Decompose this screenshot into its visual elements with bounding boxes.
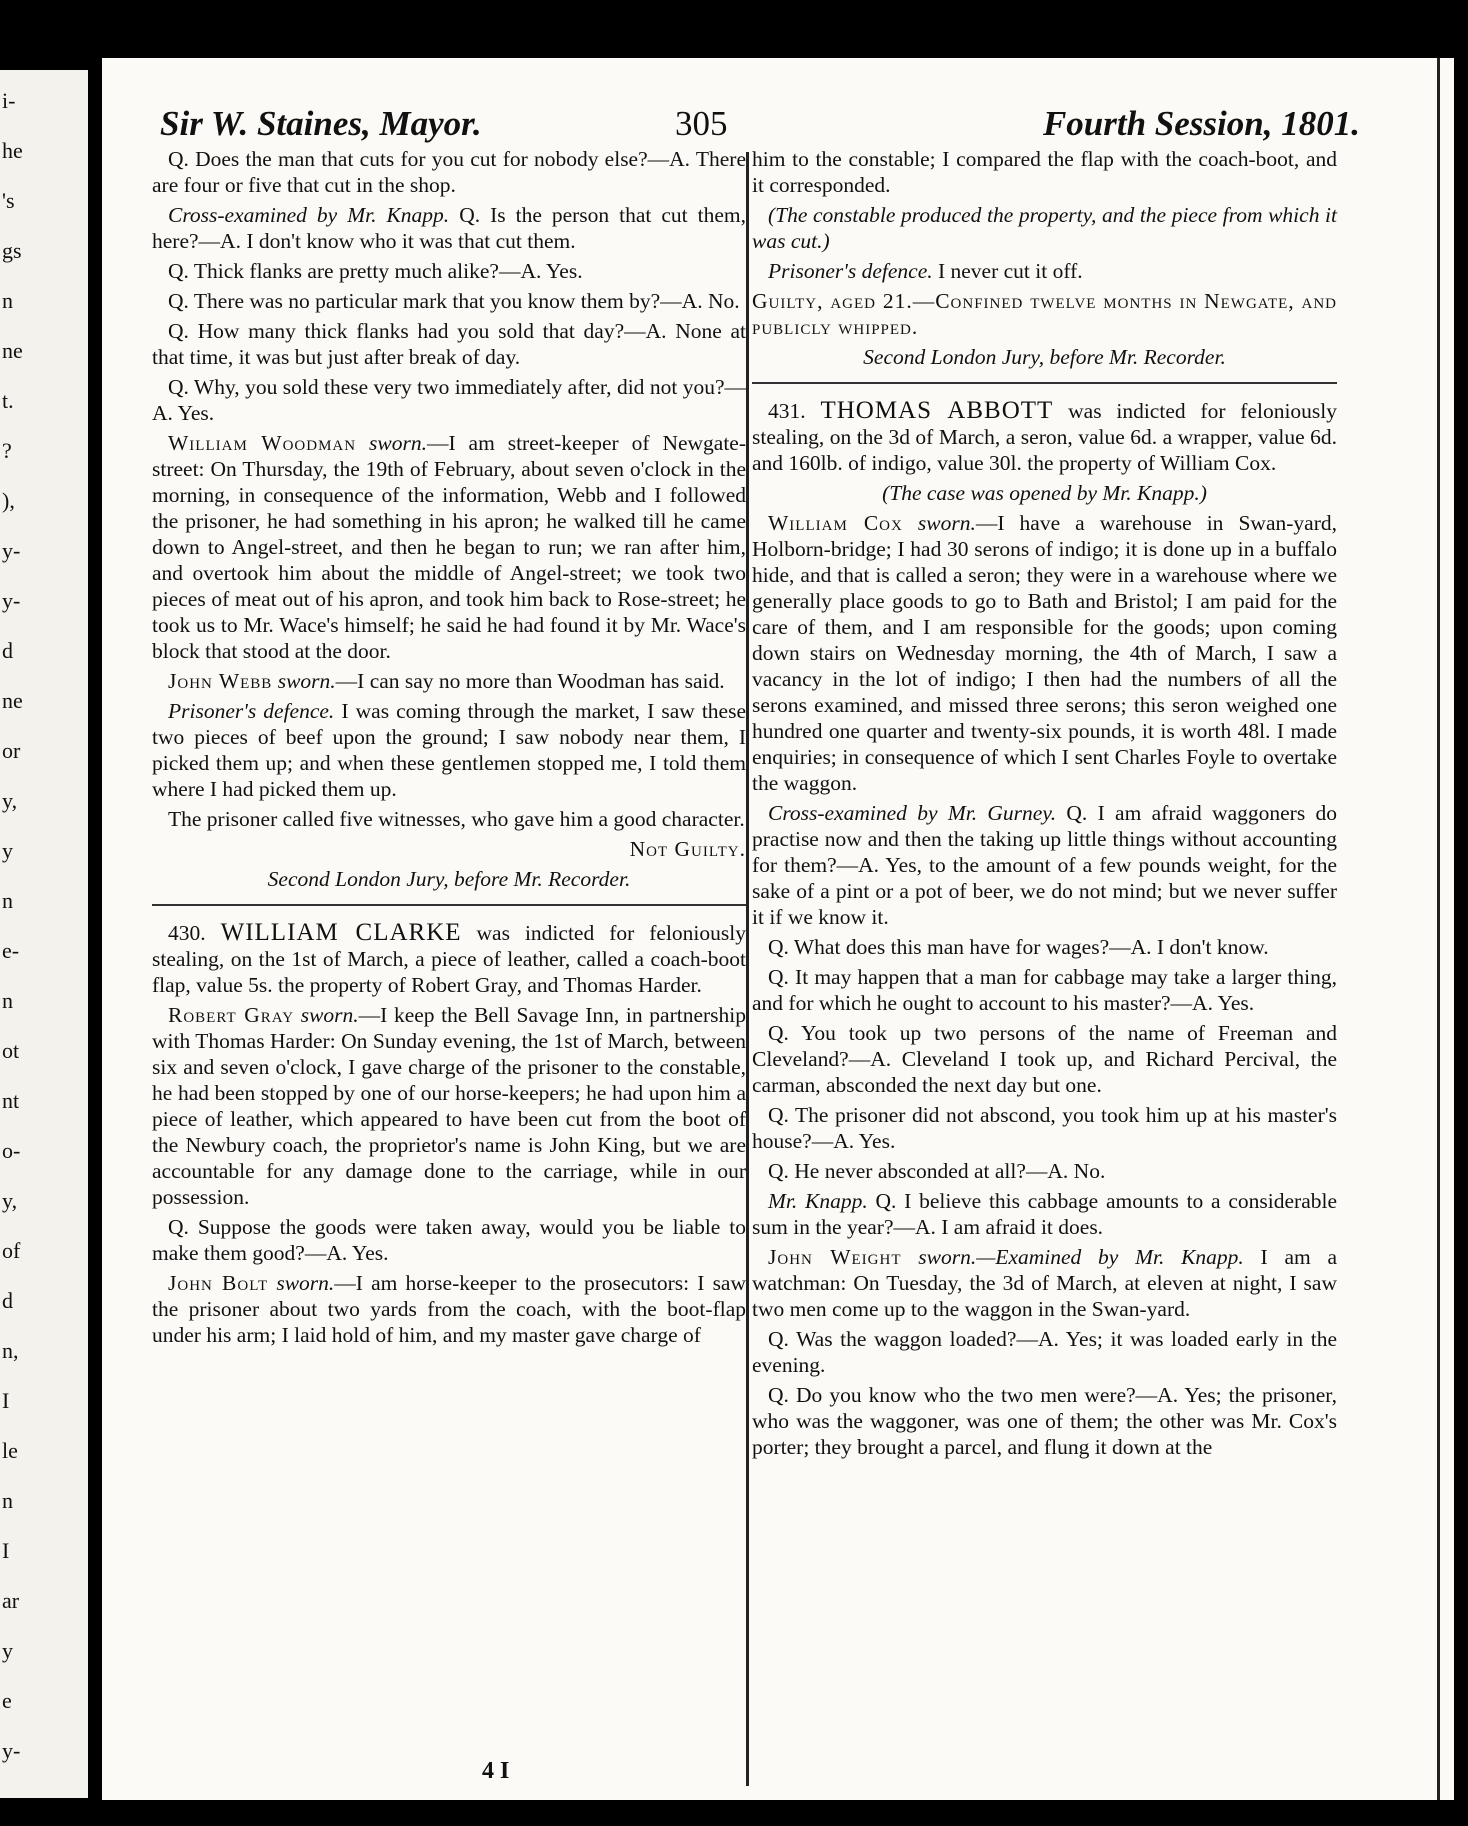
edge-fragment: n bbox=[2, 888, 13, 913]
header-session: Fourth Session, 1801. bbox=[1042, 104, 1360, 143]
edge-fragment: of bbox=[2, 1238, 21, 1263]
testimony-text: —I am street-keeper of Newgate-street: On Thursday, the 19th of February, about seven o'clock in the morning, in consequence of the information, Webb and I followed the prisoner, he had something in his apron; he walked till he came down to Angel-street, and then he began to run; we ran after him, and overtook him about the middle of Angel-street; we took two pieces of meat out of his apron, and took him back to Rose-street; he took us to Mr. Wace's himself; he said he had found it by Mr. Wace's block that stood at the door. bbox=[152, 431, 747, 663]
paragraph: Q. Do you know who the two men were?—A. Yes; the prisoner, who was the waggoner, was one of them; the other was Mr. Cox's porter; they brought a parcel, and flung it down at the bbox=[752, 1383, 1337, 1459]
witness-name: John Webb bbox=[168, 669, 273, 693]
edge-fragment: ne bbox=[2, 688, 23, 713]
jury-line: Second London Jury, before Mr. Recorder. bbox=[267, 867, 631, 891]
defence-text: I never cut it off. bbox=[937, 259, 1083, 283]
paragraph: him to the constable; I compared the flap with the coach-boot, and it corresponded. bbox=[752, 147, 1337, 197]
paragraph: Q. It may happen that a man for cabbage may take a larger thing, and for which he ought to account to his master?—A. Yes. bbox=[752, 965, 1337, 1015]
paragraph: Q. You took up two persons of the name of Freeman and Cleveland?—A. Cleveland I took up, and Richard Percival, the carman, absconded the next day but one. bbox=[752, 1021, 1337, 1097]
edge-fragment: e- bbox=[2, 938, 20, 963]
case-opened-note: (The case was opened by Mr. Knapp.) bbox=[882, 481, 1207, 505]
left-column bbox=[152, 146, 746, 1352]
examined-label: —Examined by Mr. Knapp. bbox=[976, 1245, 1244, 1269]
stage-note: (The constable produced the property, and the piece from which it was cut.) bbox=[752, 203, 1337, 253]
edge-fragment: y- bbox=[2, 588, 21, 613]
defence bbox=[752, 258, 1337, 284]
paragraph: Q. Does the man that cuts for you cut for nobody else?—A. There are four or five that cut in the shop. bbox=[152, 147, 746, 197]
case-separator bbox=[752, 382, 1337, 384]
edge-fragment: y, bbox=[2, 788, 18, 813]
edge-fragment: or bbox=[2, 738, 21, 763]
testimony-text: —I am horse-keeper to the prosecutors: I saw the prisoner about two yards from the coach, with the boot-flap under his arm; I laid hold of him, and my master gave charge of bbox=[152, 1271, 747, 1347]
header-mayor: Sir W. Staines, Mayor. bbox=[160, 104, 482, 143]
witness-name: William Woodman bbox=[168, 431, 357, 455]
edge-fragment: d bbox=[2, 1288, 13, 1313]
verdict-text: Not Guilty. bbox=[629, 837, 746, 861]
defendant-name: THOMAS ABBOTT bbox=[820, 397, 1054, 424]
paragraph: Q. What does this man have for wages?—A. I don't know. bbox=[768, 935, 1269, 959]
testimony bbox=[152, 1270, 746, 1348]
edge-fragment: gs bbox=[2, 238, 22, 263]
edge-fragment: ot bbox=[2, 1038, 20, 1063]
page-right-border bbox=[1437, 58, 1440, 1800]
case-heading bbox=[152, 920, 746, 998]
sworn-label: sworn. bbox=[917, 511, 976, 535]
sworn-label: sworn. bbox=[918, 1245, 977, 1269]
signature-mark: 4 I bbox=[482, 1758, 510, 1784]
paragraph: Q. Was the waggon loaded?—A. Yes; it was loaded early in the evening. bbox=[752, 1327, 1337, 1377]
paragraph: Q. Suppose the goods were taken away, would you be liable to make them good?—A. Yes. bbox=[152, 1215, 746, 1265]
verdict bbox=[152, 836, 746, 862]
testimony bbox=[152, 430, 746, 664]
right-column bbox=[752, 146, 1337, 1464]
testimony-text: I am a watchman: On Tuesday, the 3d of March, at eleven at night, I saw two men come up to the waggon in the Swan-yard. bbox=[752, 1245, 1337, 1321]
sworn-label: sworn. bbox=[369, 431, 427, 455]
edge-fragment: e bbox=[2, 1688, 12, 1713]
edge-fragment: nt bbox=[2, 1088, 20, 1113]
witness-name: John Bolt bbox=[168, 1271, 269, 1295]
verdict: Guilty, aged 21.—Confined twelve months in Newgate, and publicly whipped. bbox=[752, 289, 1337, 339]
case-separator bbox=[152, 904, 746, 906]
testimony-text: —I can say no more than Woodman has said. bbox=[335, 669, 725, 693]
edge-fragment: ne bbox=[2, 338, 23, 363]
cross-exam-label: Cross-examined by Mr. Gurney. bbox=[768, 801, 1057, 825]
document-page bbox=[102, 58, 1454, 1800]
witness-name: Robert Gray bbox=[168, 1003, 295, 1027]
edge-fragment: y bbox=[2, 1638, 13, 1663]
testimony bbox=[752, 510, 1337, 796]
case-number: 430. bbox=[168, 921, 206, 945]
page-header bbox=[160, 94, 1360, 154]
paragraph-text: Q. Is the person that cut them, here?—A. I don't know who it was that cut them. bbox=[152, 203, 747, 253]
edge-fragment: y- bbox=[2, 538, 21, 563]
edge-fragment: ? bbox=[2, 438, 12, 463]
testimony bbox=[152, 668, 746, 694]
indictment-text: was indicted for feloniously stealing, on the 1st of March, a piece of leather, called a coach-boot flap, value 5s. the property of Robert Gray, and Thomas Harder. bbox=[152, 921, 746, 997]
edge-fragment: I bbox=[2, 1538, 10, 1563]
edge-fragment: le bbox=[2, 1438, 18, 1463]
defence bbox=[152, 698, 746, 802]
witness-name: John Weight bbox=[768, 1245, 902, 1269]
jury-line: Second London Jury, before Mr. Recorder. bbox=[863, 345, 1226, 369]
edge-fragment: i- bbox=[2, 88, 16, 113]
column-divider bbox=[746, 152, 749, 1786]
paragraph: Q. He never absconded at all?—A. No. bbox=[768, 1159, 1106, 1183]
edge-fragment: ar bbox=[2, 1588, 20, 1613]
testimony bbox=[752, 1244, 1337, 1322]
edge-fragment: n bbox=[2, 988, 13, 1013]
cross-exam-label: Cross-examined by Mr. Knapp. bbox=[168, 203, 450, 227]
defendant-name: WILLIAM CLARKE bbox=[220, 919, 462, 946]
edge-fragment: t. bbox=[2, 388, 14, 413]
testimony-text: —I keep the Bell Savage Inn, in partnership with Thomas Harder: On Sunday evening, the 1st of March, between six and seven o'clock, I gave charge of the prisoner to the constable, he had been stopped by one of our horse-keepers; he had upon him a piece of leather, which appeared to have been cut from the boot of the Newbury coach, the proprietor's name is John King, but we are accountable for any damage done to the carriage, while in our possession. bbox=[152, 1003, 746, 1209]
sworn-label: sworn. bbox=[277, 669, 336, 693]
paragraph: Q. How many thick flanks had you sold that day?—A. None at that time, it was but just after break of day. bbox=[152, 319, 746, 369]
defence-label: Prisoner's defence. bbox=[768, 259, 933, 283]
edge-fragment: y, bbox=[2, 1188, 18, 1213]
case-heading bbox=[752, 398, 1337, 476]
examination bbox=[752, 1188, 1337, 1240]
sworn-label: sworn. bbox=[300, 1003, 359, 1027]
cross-exam bbox=[752, 800, 1337, 930]
edge-fragment: I bbox=[2, 1388, 10, 1413]
edge-fragment: he bbox=[2, 138, 23, 163]
defence-label: Prisoner's defence. bbox=[168, 699, 335, 723]
examination-text: Q. I believe this cabbage amounts to a considerable sum in the year?—A. I am afraid it does. bbox=[752, 1189, 1338, 1239]
edge-fragment: 's bbox=[2, 188, 15, 213]
paragraph: Q. Why, you sold these very two immediately after, did not you?—A. Yes. bbox=[152, 375, 746, 425]
paragraph: Q. Thick flanks are pretty much alike?—A. Yes. bbox=[168, 259, 583, 283]
edge-fragment: y- bbox=[2, 1738, 21, 1763]
examiner-label: Mr. Knapp. bbox=[768, 1189, 868, 1213]
paragraph: Q. There was no particular mark that you know them by?—A. No. bbox=[168, 289, 740, 313]
sworn-label: sworn. bbox=[276, 1271, 335, 1295]
page-number: 305 bbox=[675, 104, 728, 143]
defence-text: I was coming through the market, I saw these two pieces of beef upon the ground; I saw nobody near them, I picked them up; and when these gentlemen stopped me, I told them where I had picked them up. bbox=[152, 699, 747, 801]
paragraph: Q. The prisoner did not abscond, you took him up at his master's house?—A. Yes. bbox=[752, 1103, 1337, 1153]
witness-name: William Cox bbox=[768, 511, 903, 535]
indictment-text: was indicted for feloniously stealing, on the 3d of March, a seron, value 6d. a wrapper, value 6d. and 160lb. of indigo, value 30l. the property of William Cox. bbox=[752, 399, 1338, 475]
cross-exam-text: Q. I am afraid waggoners do practise now and then the taking up little things without accounting for them?—A. Yes, to the amount of a few pounds weight, for the sake of a pint or a pot of beer, we do not mind; but we never suffer it if we know it. bbox=[752, 801, 1337, 929]
previous-page-edge bbox=[0, 70, 88, 1798]
edge-fragment: n bbox=[2, 288, 13, 313]
edge-fragment: d bbox=[2, 638, 13, 663]
paragraph: The prisoner called five witnesses, who gave him a good character. bbox=[168, 807, 745, 831]
edge-fragment: o- bbox=[2, 1138, 21, 1163]
edge-fragment: y bbox=[2, 838, 13, 863]
edge-fragment: n bbox=[2, 1488, 13, 1513]
testimony-text: —I have a warehouse in Swan-yard, Holborn-bridge; I had 30 serons of indigo; it is done up in a buffalo hide, and that is called a seron; they were in a warehouse where we generally place goods to go to Bath and Bristol; I am paid for the care of them, and I am responsible for the goods; upon coming down stairs on Wednesday morning, the 4th of March, I saw a vacancy in the lot of indigo; I then had the numbers of all the serons examined, and missed three serons; this seron weighed one hundred one quarter and twenty-six pounds, it is worth 48l. I made enquiries; in consequence of which I sent Charles Foyle to overtake the waggon. bbox=[752, 511, 1337, 795]
edge-fragment: ), bbox=[2, 488, 15, 513]
case-number: 431. bbox=[768, 399, 806, 423]
edge-fragment: n, bbox=[2, 1338, 19, 1363]
testimony bbox=[152, 1002, 746, 1210]
paragraph bbox=[152, 202, 746, 254]
